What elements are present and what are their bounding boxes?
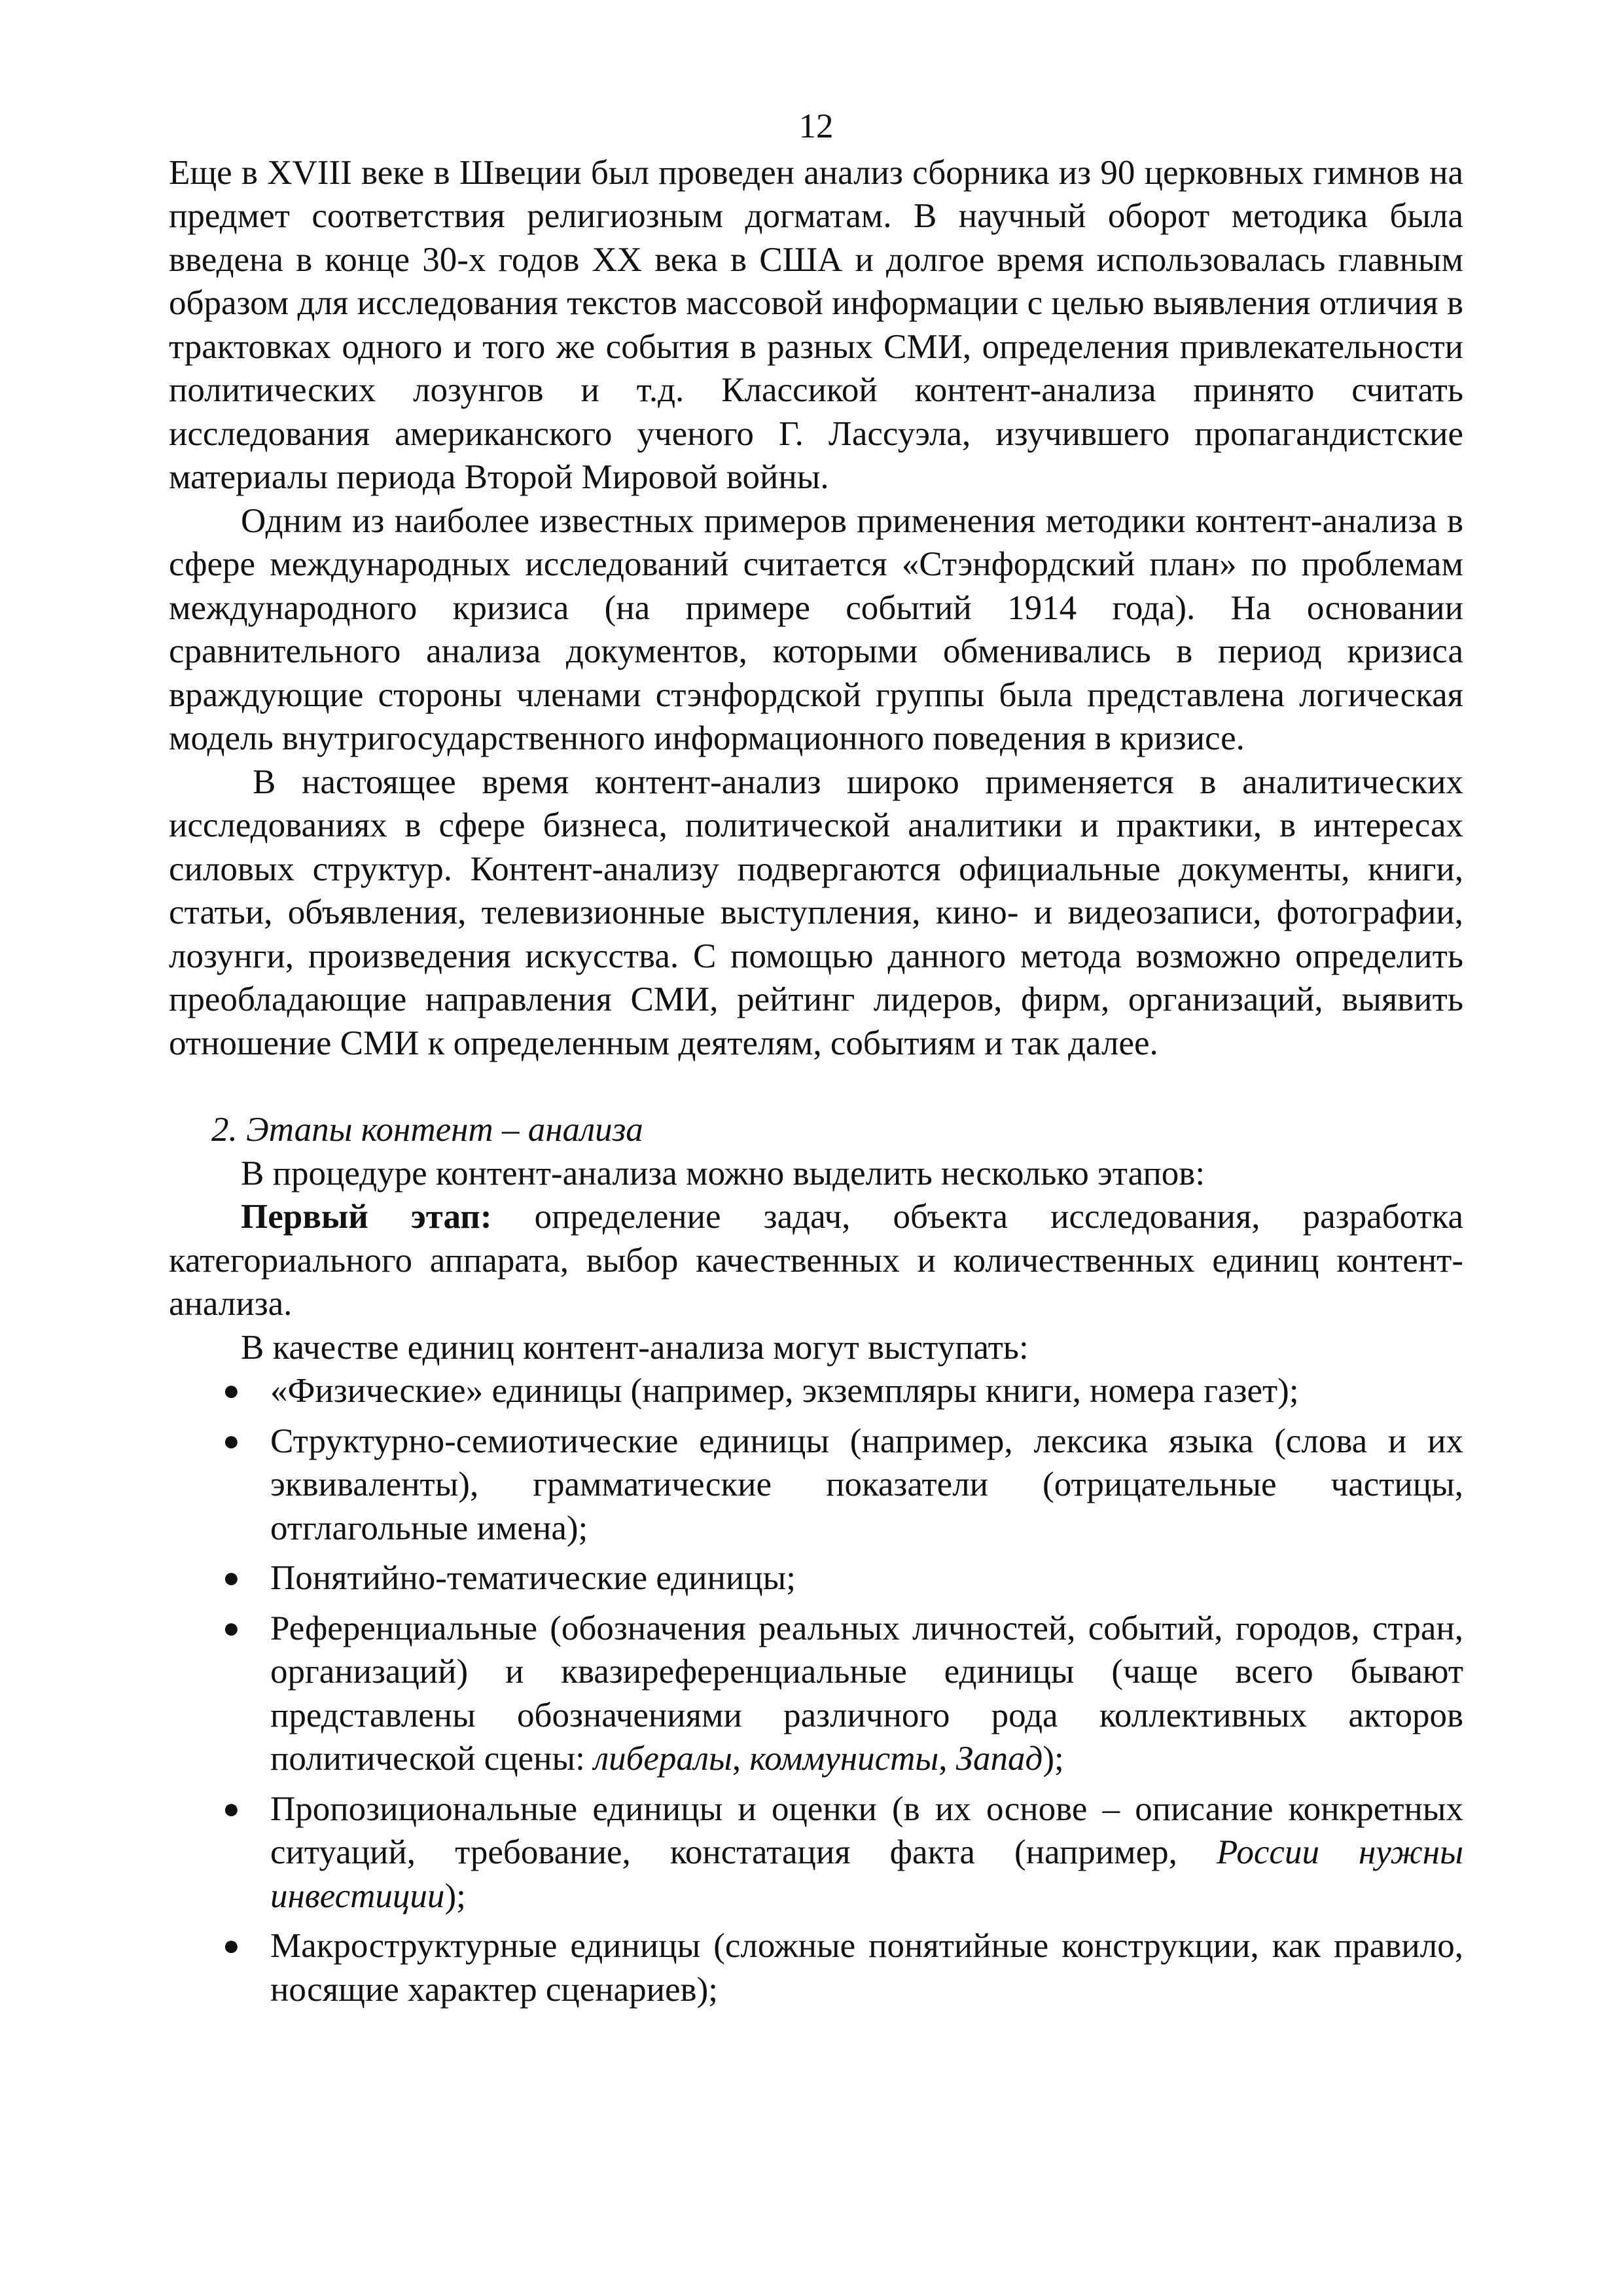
document-page	[169, 105, 1463, 2018]
bullet-icon: ●	[223, 1424, 240, 1457]
example-investments: России нужны инвестиции	[270, 1833, 1463, 1915]
first-stage-label: Первый этап:	[241, 1198, 492, 1236]
paragraph-history: Еще в XVIII веке в Швеции был проведен анализ сборника из 90 церковных гимнов на предмет соответствия религиозным догматам. В научный оборот методика была введена в конце 30-х годов XX века в США и долгое время использовалась главным образом для исследования текстов массовой информации с целью выявления отличия в трактовках одного и того же события в разных СМИ, определения привлекательности политических лозунгов и т.д. Классикой контент-анализа принято считать исследования американского ученого Г. Лассуэла, изучившего пропагандистские материалы периода Второй Мировой войны.	[169, 153, 1463, 496]
example-west: Запад	[955, 1740, 1043, 1778]
example-communists: коммунисты	[749, 1740, 939, 1778]
example-liberals: либералы	[594, 1740, 732, 1778]
paragraph-units-intro: В качестве единиц контент-анализа могут выступать:	[241, 1328, 1029, 1367]
paragraph-first-stage	[169, 1195, 1463, 1326]
list-item: ● Понятийно-тематические единицы;	[169, 1556, 1463, 1600]
bullet-icon: ●	[223, 1562, 240, 1594]
paragraph-stages-intro: В процедуре контент-анализа можно выделить несколько этапов:	[241, 1154, 1205, 1193]
paragraph-stanford-plan: Одним из наиболее известных примеров применения методики контент-анализа в сфере международных исследований считается «Стэнфордский план» по проблемам международного кризиса (на примере событий 1914 года). На основании сравнительного анализа документов, которыми обменивались в период кризиса враждующие стороны членами стэнфордской группы была представлена логическая модель внутригосударственного информационного поведения в кризисе.	[169, 501, 1463, 757]
bullet-icon: ●	[223, 1929, 240, 1962]
list-item: ● Пропозициональные единицы и оценки (в их основе – описание конкретных ситуаций, требование, констатация факта (например, России нужны инвестиции);	[169, 1787, 1463, 1918]
list-item: ● Референциальные (обозначения реальных личностей, событий, городов, стран, организаций) и квазиреференциальные единицы (чаще всего бывают представлены обозначениями различного рода коллективных акторов политической сцены: либералы, коммунисты, Запад);	[169, 1607, 1463, 1781]
list-item: ● «Физические» единицы (например, экземпляры книги, номера газет);	[169, 1369, 1463, 1413]
section-heading: 2. Этапы контент – анализа	[211, 1111, 643, 1149]
bullet-icon: ●	[223, 1611, 240, 1644]
bullet-icon: ●	[223, 1374, 240, 1407]
units-list	[169, 1369, 1463, 2011]
list-item: ● Структурно-семиотические единицы (например, лексика языка (слова и их эквиваленты), грамматические показатели (отрицательные частицы, отглагольные имена);	[169, 1420, 1463, 1551]
bullet-icon: ●	[223, 1792, 240, 1825]
list-item: ● Макроструктурные единицы (сложные понятийные конструкции, как правило, носящие характер сценариев);	[169, 1924, 1463, 2011]
page-number: 12	[798, 107, 834, 145]
paragraph-current-use: В настоящее время контент-анализ широко применяется в аналитических исследованиях в сфере бизнеса, политической аналитики и практики, в интересах силовых структур. Контент-анализу подвергаются официальные документы, книги, статьи, объявления, телевизионные выступления, кино- и видеозаписи, фотографии, лозунги, произведения искусства. С помощью данного метода возможно определить преобладающие направления СМИ, рейтинг лидеров, фирм, организаций, выявить отношение СМИ к определенным деятелям, событиям и так далее.	[169, 762, 1463, 1062]
first-stage-text: определение задач, объекта исследования, разработка категориального аппарата, выбор качественных и количественных единиц контент-анализа.	[169, 1198, 1463, 1323]
